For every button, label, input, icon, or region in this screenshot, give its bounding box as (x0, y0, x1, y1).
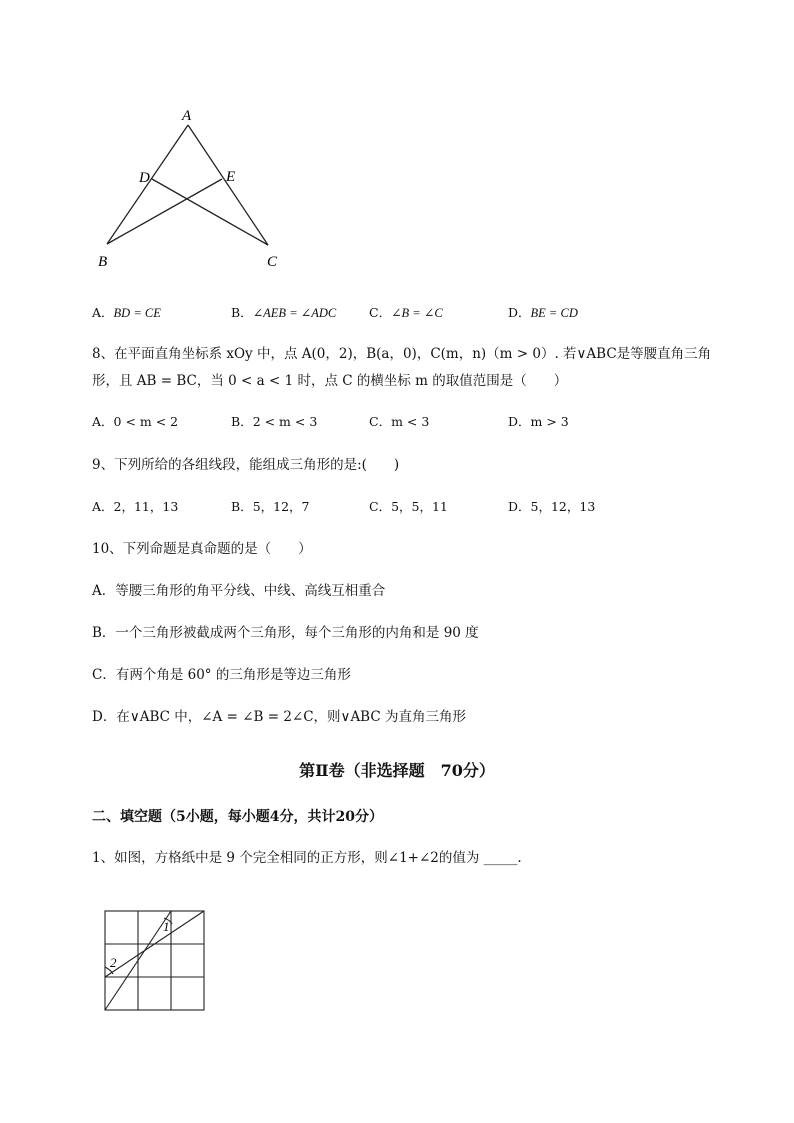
q8-option-b[interactable]: B．2 < m < 3 (231, 414, 318, 429)
q8-option-a[interactable]: A．0 < m < 2 (92, 414, 179, 429)
q10-option-c[interactable]: C．有两个角是 60° 的三角形是等边三角形 (92, 667, 351, 683)
q9-option-d[interactable]: D．5，12，13 (508, 499, 596, 514)
segment-be (107, 179, 222, 244)
q9-stem: 9、下列所给的各组线段，能组成三角形的是:( ) (92, 457, 400, 473)
angle-label-1: 1 (163, 919, 170, 934)
segment-ac (188, 125, 268, 245)
q7-option-b[interactable]: B．∠AEB = ∠ADC (231, 305, 337, 320)
triangle-figure (90, 100, 300, 275)
q7-option-a[interactable]: A．BD = CE (92, 305, 161, 320)
vertex-label-e: E (226, 169, 236, 185)
vertex-label-d: D (139, 170, 150, 186)
q8-stem-line2: 形，且 AB = BC，当 0 < a < 1 时，点 C 的横坐标 m 的取值范围是（ ） (92, 373, 568, 389)
vertex-label-a: A (182, 108, 192, 124)
q10-stem: 10、下列命题是真命题的是（ ） (92, 541, 312, 557)
vertex-label-b: B (98, 254, 108, 270)
q7-option-d[interactable]: D．BE = CD (508, 305, 578, 320)
q10-option-b[interactable]: B．一个三角形被截成两个三角形，每个三角形的内角和是 90 度 (92, 625, 479, 641)
q7-option-c[interactable]: C．∠B = ∠C (369, 305, 443, 320)
q9-option-c[interactable]: C．5，5，11 (369, 499, 448, 514)
section-title: 第Ⅱ卷（非选择题 70分） (299, 761, 495, 780)
angle-label-2: 2 (110, 955, 117, 970)
q9-option-b[interactable]: B．5，12，7 (231, 499, 310, 514)
section-subtitle: 二、填空题（5小题，每小题4分，共计20分） (92, 809, 383, 825)
fill1-stem: 1、如图，方格纸中是 9 个完全相同的正方形，则∠1+∠2的值为 _____. (92, 850, 522, 866)
q10-option-a[interactable]: A．等腰三角形的角平分线、中线、高线互相重合 (92, 583, 386, 599)
q8-option-d[interactable]: D．m > 3 (508, 414, 569, 429)
q8-option-c[interactable]: C．m < 3 (369, 414, 430, 429)
grid-figure (100, 906, 210, 1016)
vertex-label-c: C (267, 254, 278, 270)
q10-option-d[interactable]: D．在∨ABC 中，∠A = ∠B = 2∠C，则∨ABC 为直角三角形 (92, 709, 466, 725)
q9-option-a[interactable]: A．2，11，13 (92, 499, 179, 514)
segment-cd (152, 179, 268, 245)
grid-border (105, 911, 204, 1010)
q8-stem-line1: 8、在平面直角坐标系 xOy 中，点 A(0，2)，B(a，0)，C(m，n)（m > 0）. 若∨ABC是等腰直角三角 (92, 346, 712, 362)
